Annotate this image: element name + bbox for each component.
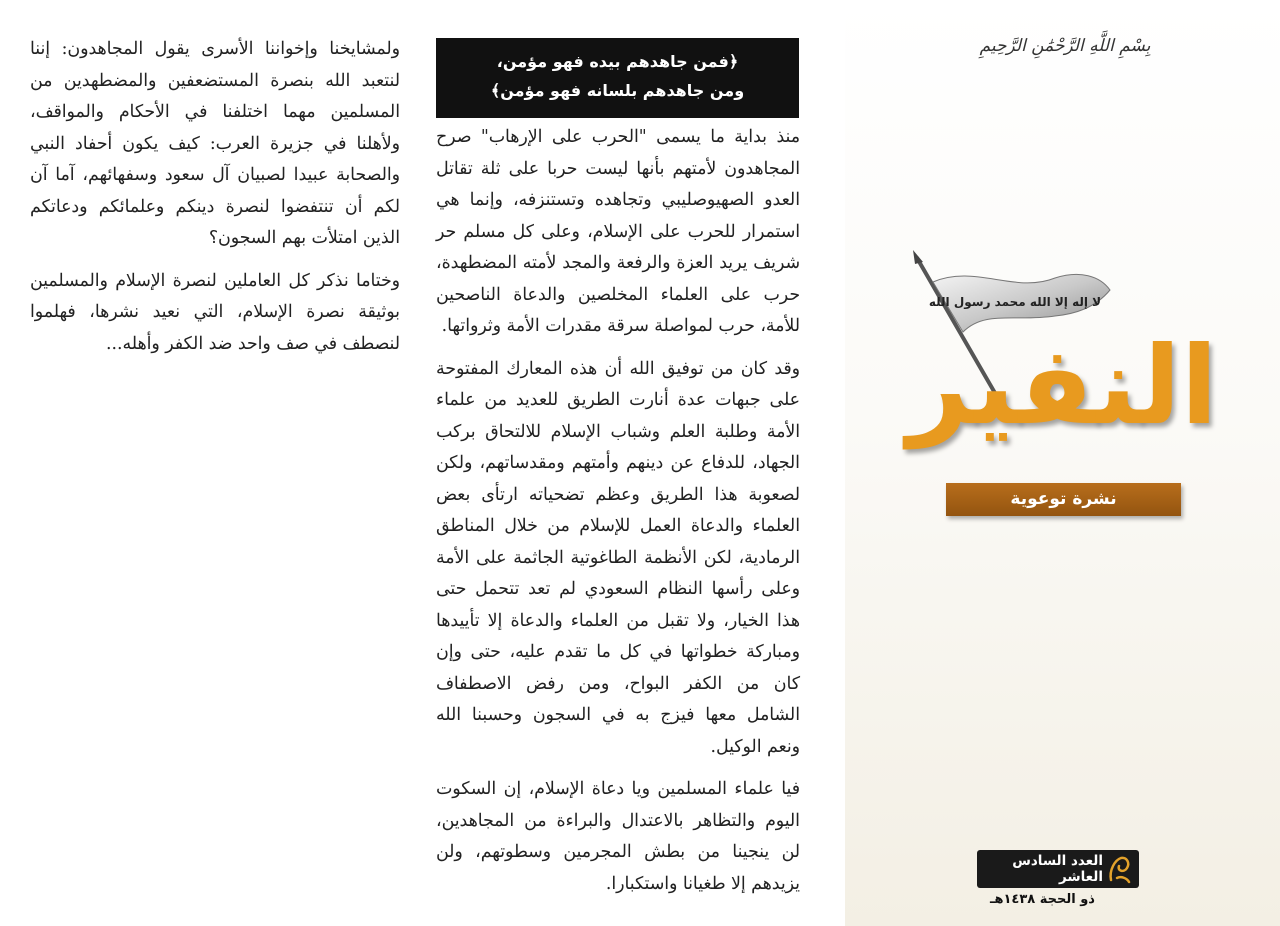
middle-column [436,122,800,911]
quote-line-1: ﴿فمن جاهدهم بيده فهو مؤمن، [496,52,739,71]
middle-paragraph-2: وقد كان من توفيق الله أن هذه المعارك المفتوحة على جبهات عدة أنارت الطريق للعديد من علماء الأمة وطلبة العلم وشباب الإسلام للالتحاق بركب الجهاد، للدفاع عن دينهم وأمتهم ومقدساتهم، ولكن لصعوبة هذا الطريق وعظم تضحياته ارتأى بعض العلماء والدعاة العمل للإسلام من خلال المناطق الرمادية، لكن الأنظمة الطاغوتية الجاثمة على الأمة وعلى رأسها النظام السعودي لم تعد تتحمل حتى هذا الخيار، ولا تقبل من العلماء والدعاة إلا تأييدها ومباركة خطواتها في كل ما تقدم عليه، حتى وإن كان من الكفر البواح، ومن رفض الاصطفاف الشامل معها فيزج به في السجون وحسبنا الله ونعم الوكيل. [436,358,800,757]
issue-date: ذو الحجة ١٤٣٨هـ [990,892,1095,907]
middle-paragraph-3: فيا علماء المسلمين ويا دعاة الإسلام، إن السكوت اليوم والتظاهر بالاعتدال والبراءة من المجاهدين، لن ينجينا من بطش المجرمين وسطوتهم، ولن يزيدهم إلا طغيانا واستكبارا. [436,779,800,894]
issue-number: العدد السادس العاشر [1012,853,1103,885]
middle-paragraph-1: منذ بداية ما يسمى "الحرب على الإرهاب" صرح المجاهدون لأمتهم بأنها ليست حربا على ثلة تقاتل العدو الصهيوصليبي وتجاهده وتستنزفه، وإنما هي استمرار للحرب على الإسلام، وعلى كل مسلم حر شريف يريد العزة والرفعة والمجد لأمته المضطهدة، حرب على العلماء المخلصين والدعاة الناصحين للأمة، حرب لمواصلة سرقة مقدرات الأمة وثرواتها. [436,127,800,336]
cover-panel [845,0,1280,926]
flag-text: لا إله إلا الله محمد رسول الله [928,295,1102,309]
basmala: بِسْمِ اللَّهِ الرَّحْمَٰنِ الرَّحِيمِ [979,36,1151,56]
left-column [30,34,400,371]
quote-line-2: ومن جاهدهم بلسانه فهو مؤمن﴾ [490,81,745,100]
emblem-icon [1107,854,1133,884]
issue-badge [977,850,1139,888]
subtitle-bar: نشرة توعوية [946,483,1181,516]
quote-box [436,38,799,118]
brand-title: النفير [907,324,1218,449]
left-paragraph-1: ولمشايخنا وإخواننا الأسرى يقول المجاهدون: إننا لنتعبد الله بنصرة المستضعفين والمضطهدين من المسلمين مهما اختلفنا في الأحكام والمواقف، ولأهلنا في جزيرة العرب: كيف يكون أحفاد النبي والصحابة عبيدا لصبيان آل سعود وسفهائهم، آما آن لكم أن تنتفضوا لنصرة دينكم وعلمائكم ودعاتكم الذين امتلأت بهم السجون؟ [30,39,400,248]
left-paragraph-2: وختاما نذكر كل العاملين لنصرة الإسلام والمسلمين بوثيقة نصرة الإسلام، التي نعيد نشرها، فهلموا لنصطف في صف واحد ضد الكفر وأهله... [30,270,400,354]
